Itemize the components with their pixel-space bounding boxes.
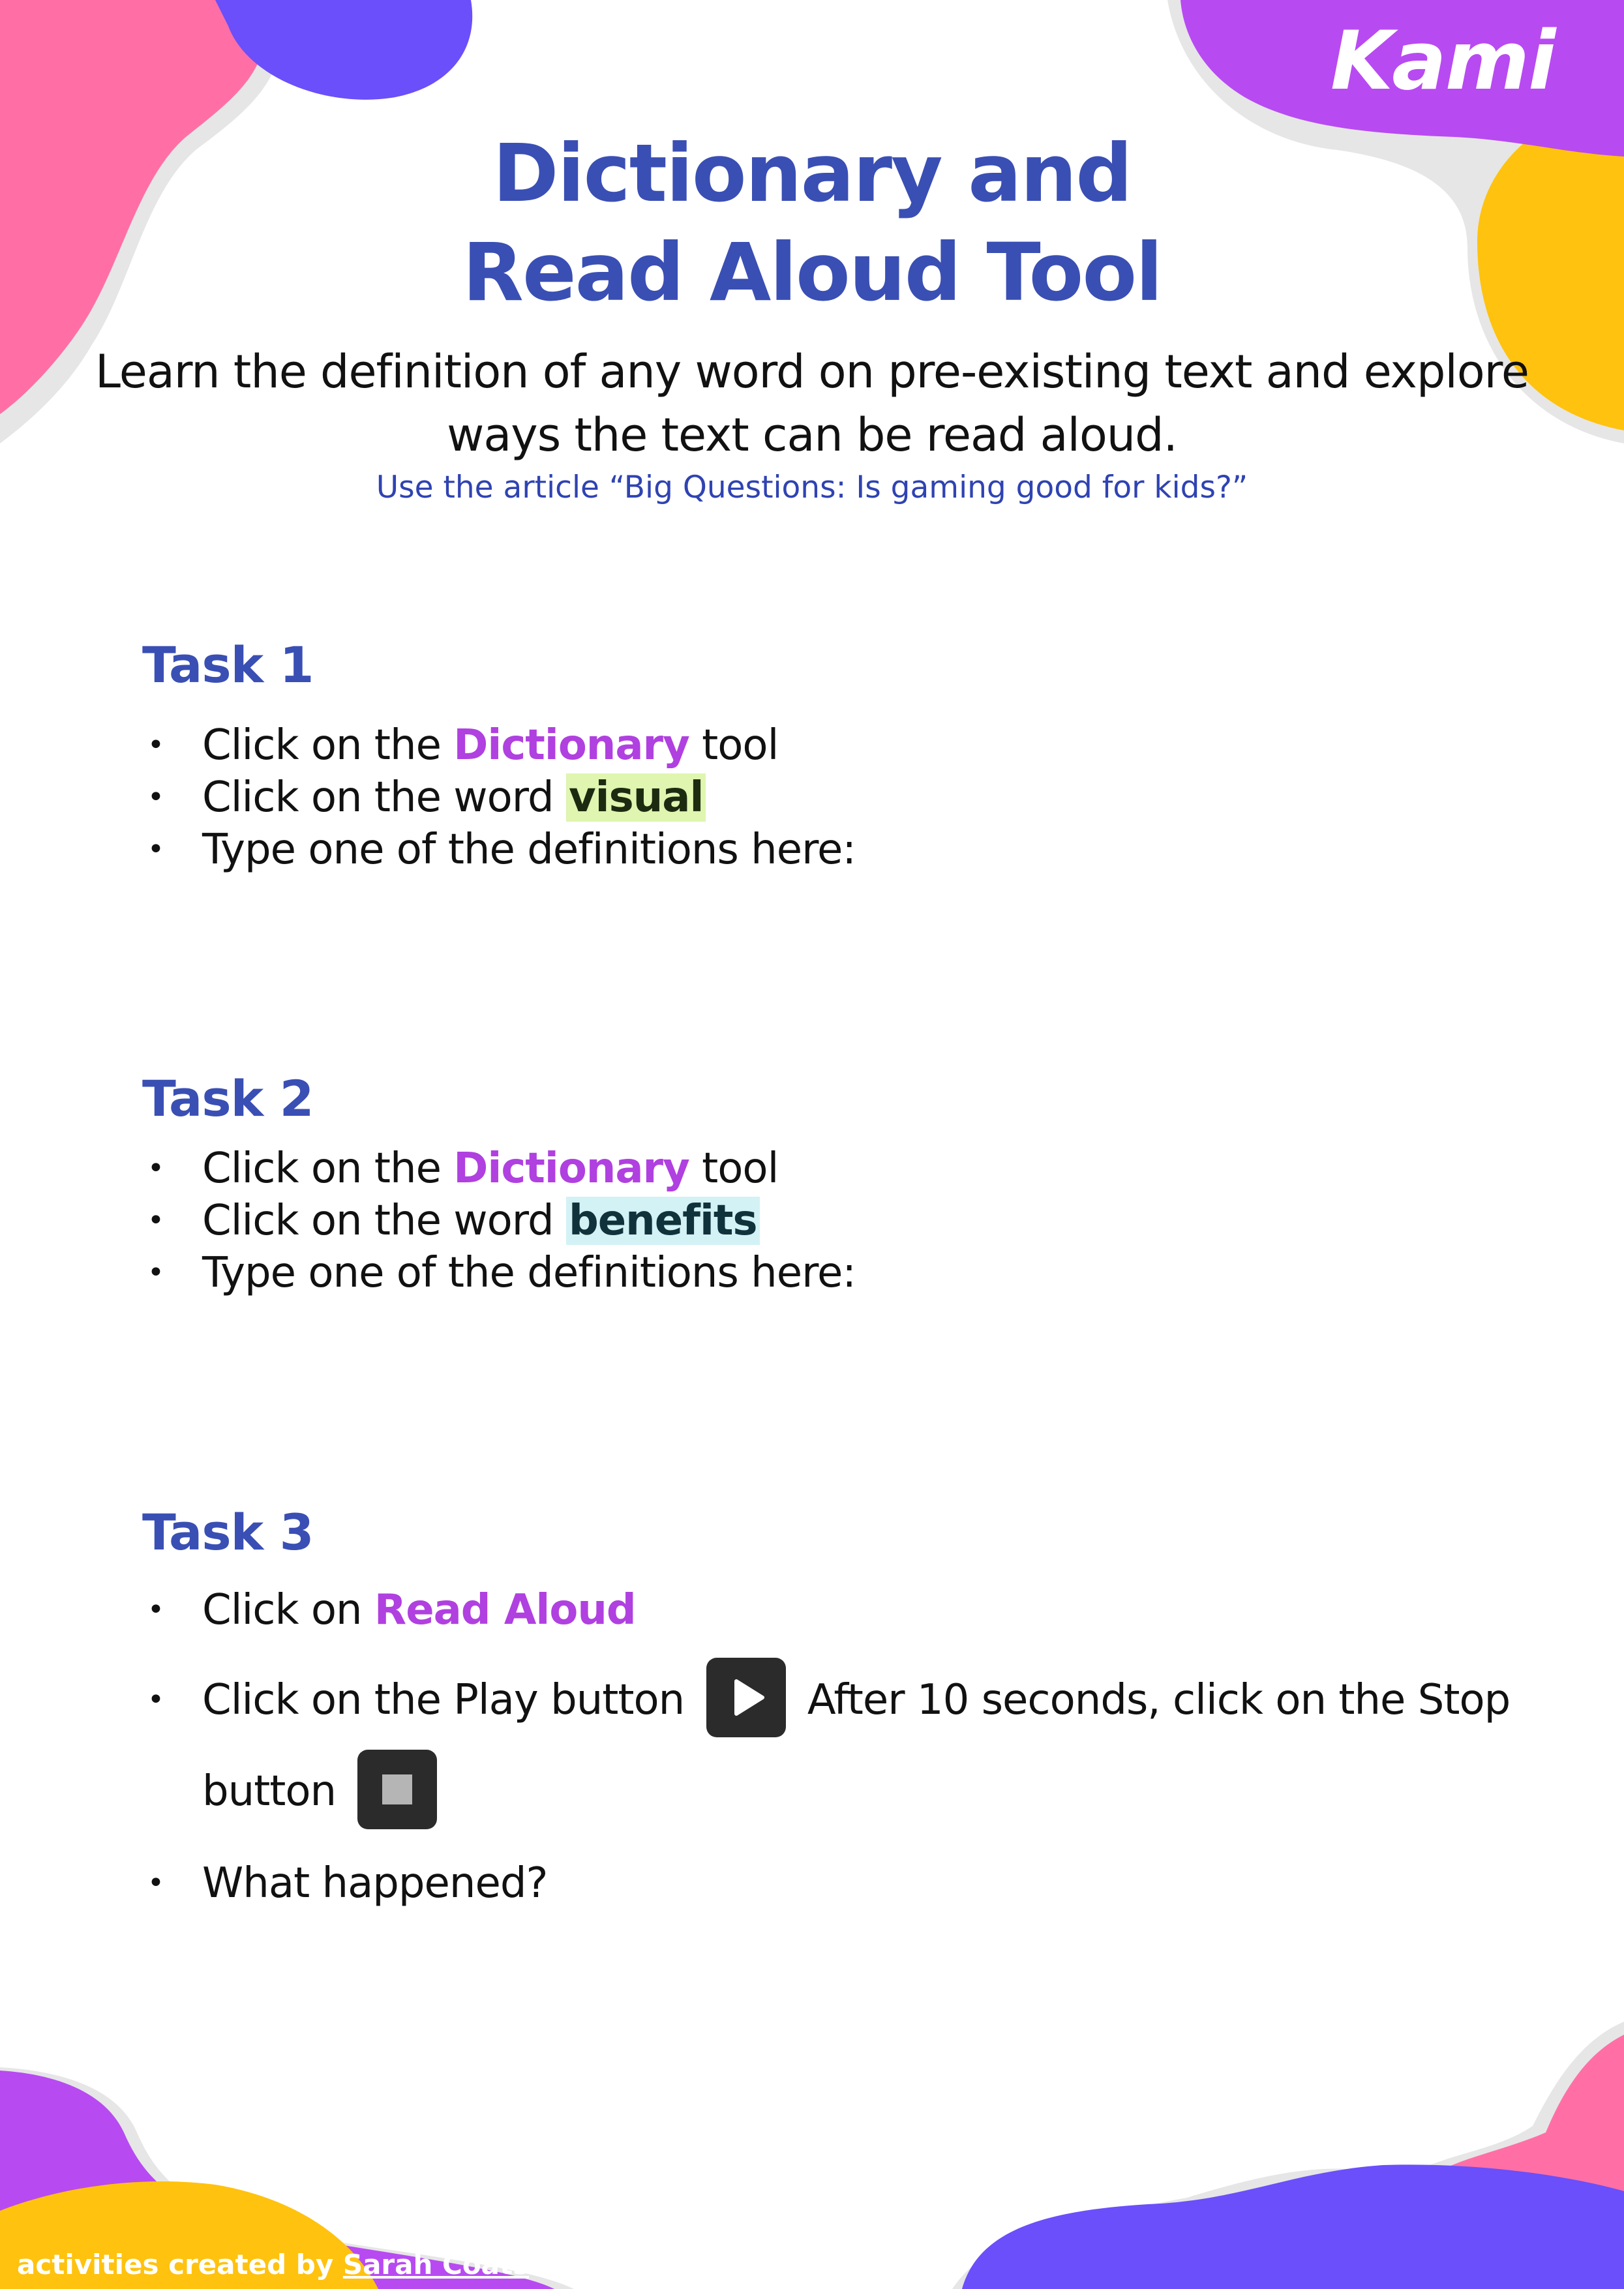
highlighted-word-benefits: benefits — [566, 1197, 760, 1245]
stop-button[interactable] — [357, 1750, 437, 1829]
task3-item-1 — [142, 1565, 1512, 1655]
task3-list — [142, 1565, 1512, 1928]
page-title — [0, 124, 1624, 322]
task2-item-1-pre: Click on the — [202, 1144, 441, 1193]
task1-item-3 — [142, 824, 1512, 876]
task1-list — [142, 719, 1512, 876]
credit-prefix: activities created by — [17, 2249, 334, 2281]
task1-item-2 — [142, 771, 1512, 824]
article-note: Use the article “Big Questions: Is gaming good for kids?” — [376, 470, 1248, 505]
task3-item-1-pre: Click on — [202, 1586, 362, 1634]
task1-item-3-text: Type one of the definitions here: — [202, 826, 856, 874]
task1-item-1-post: tool — [702, 721, 779, 770]
dictionary-keyword: Dictionary — [453, 1144, 689, 1193]
play-button[interactable] — [706, 1658, 786, 1737]
read-aloud-keyword: Read Aloud — [374, 1586, 636, 1634]
task2-item-1-post: tool — [702, 1144, 779, 1193]
task1-item-2-pre: Click on the word — [202, 773, 554, 822]
play-icon — [706, 1658, 786, 1737]
task2-heading: Task 2 — [142, 1070, 314, 1128]
task2-item-3-text: Type one of the definitions here: — [202, 1249, 856, 1297]
task3-item-3 — [142, 1838, 1512, 1928]
task3-item-2 — [142, 1655, 1512, 1838]
kami-logo: Kami — [1331, 14, 1555, 108]
highlighted-word-visual: visual — [566, 773, 706, 822]
credit-author-link[interactable]: Sarah Coats — [342, 2249, 530, 2281]
task3-heading: Task 3 — [142, 1503, 314, 1561]
task2-list — [142, 1143, 1512, 1299]
stop-icon — [357, 1750, 437, 1829]
task1-item-1-pre: Click on the — [202, 721, 441, 770]
footer-credit — [17, 2249, 529, 2281]
page-subtitle: Learn the definition of any word on pre-existing text and explore ways the text can be read aloud. — [95, 345, 1529, 462]
task2-item-2 — [142, 1195, 1512, 1247]
task2-item-1 — [142, 1143, 1512, 1195]
task3-item-2-pre: Click on the Play button — [202, 1676, 685, 1724]
blob-bottom-right-blue — [962, 2164, 1624, 2289]
dictionary-keyword: Dictionary — [453, 721, 689, 770]
task2-item-2-pre: Click on the word — [202, 1197, 554, 1245]
task1-item-1 — [142, 719, 1512, 771]
task3-item-2-mid: After 10 seconds, click on the Stop — [807, 1676, 1511, 1724]
task2-item-3 — [142, 1247, 1512, 1299]
task3-item-2-post: button — [202, 1767, 337, 1816]
title-line-2: Read Aloud Tool — [462, 226, 1162, 319]
task3-item-3-text: What happened? — [202, 1859, 548, 1908]
title-line-1: Dictionary and — [492, 127, 1132, 220]
task1-heading: Task 1 — [142, 636, 314, 694]
